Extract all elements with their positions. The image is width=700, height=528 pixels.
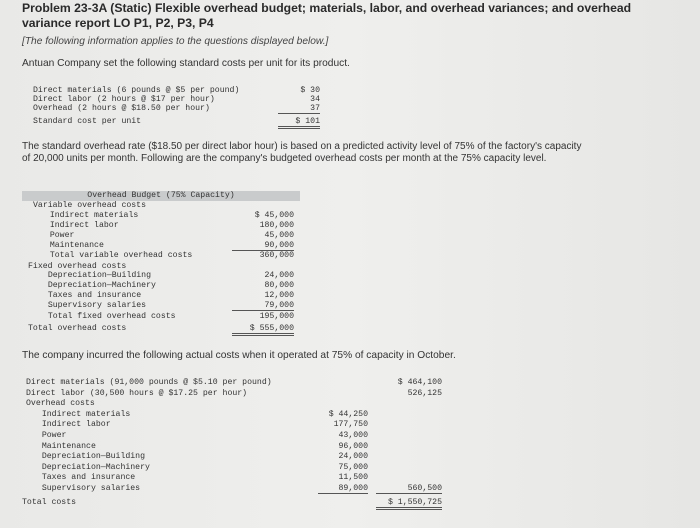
budget-row-label: Power bbox=[40, 231, 75, 240]
actual-cost-total-value: 560,500 bbox=[376, 484, 442, 494]
budget-row-value: 90,000 bbox=[232, 241, 294, 251]
actual-cost-label: Depreciation—Building bbox=[32, 452, 146, 462]
overhead-rate-paragraph: The standard overhead rate ($18.50 per direct labor hour) is based on a predicted activity level of 75% of the factory's capacity of 20,000 units per month. Following are the company's budgeted overhead costs per month at the 75% capacity level. bbox=[22, 141, 582, 164]
actual-cost-total-value: $ 464,100 bbox=[397, 378, 442, 387]
actual-cost-label: Taxes and insurance bbox=[32, 473, 136, 483]
actual-cost-item-value: 177,750 bbox=[333, 420, 368, 430]
budget-row-label: Total overhead costs bbox=[28, 324, 127, 333]
actual-cost-label: Total costs bbox=[22, 497, 77, 507]
actual-cost-item-value: 24,000 bbox=[338, 452, 368, 462]
actual-cost-label: Indirect labor bbox=[32, 420, 111, 430]
budget-row-value: 80,000 bbox=[264, 281, 294, 290]
budget-row-value: 360,000 bbox=[259, 251, 294, 260]
budget-row-label: Depreciation—Machinery bbox=[38, 281, 156, 290]
budget-row-label: Taxes and insurance bbox=[38, 291, 142, 300]
budget-row-value: 79,000 bbox=[232, 301, 294, 311]
budget-row-value: 195,000 bbox=[259, 312, 294, 321]
actual-cost-item-value: 89,000 bbox=[318, 484, 368, 494]
budget-row-value: 24,000 bbox=[264, 271, 294, 280]
budget-row-label: Fixed overhead costs bbox=[28, 262, 127, 271]
actual-cost-label: Overhead costs bbox=[26, 399, 95, 409]
actual-costs-intro: The company incurred the following actual costs when it operated at 75% of capacity in October. bbox=[22, 350, 456, 361]
actual-cost-total-value: $ 1,550,725 bbox=[376, 498, 442, 510]
standard-cost-label: Overhead (2 hours @ $18.50 per hour) bbox=[33, 104, 210, 113]
budget-row-value: $ 45,000 bbox=[254, 211, 294, 220]
standard-costs-intro: Antuan Company set the following standard costs per unit for its product. bbox=[22, 58, 350, 69]
actual-cost-item-value: 75,000 bbox=[338, 462, 368, 472]
standard-cost-value: $ 30 bbox=[300, 86, 320, 95]
standard-cost-value: 37 bbox=[278, 104, 320, 114]
actual-cost-label: Direct labor (30,500 hours @ $17.25 per hour) bbox=[26, 388, 248, 398]
context-note: [The following information applies to the questions displayed below.] bbox=[22, 36, 329, 47]
budget-row-label: Indirect labor bbox=[40, 221, 119, 230]
actual-cost-label: Direct materials (91,000 pounds @ $5.10 per pound) bbox=[26, 378, 272, 387]
budget-row-label: Indirect materials bbox=[40, 211, 139, 220]
budget-row-label: Supervisory salaries bbox=[38, 301, 147, 310]
standard-cost-value: 34 bbox=[310, 95, 320, 104]
problem-title: Problem 23-3A (Static) Flexible overhead budget; materials, labor, and overhead variances; and overhead variance report LO P1, P2, P3, P4 bbox=[22, 1, 632, 30]
actual-cost-item-value: 43,000 bbox=[338, 431, 368, 440]
standard-cost-value: $ 101 bbox=[278, 117, 320, 129]
budget-row-label: Maintenance bbox=[40, 241, 104, 250]
actual-cost-item-value: 11,500 bbox=[338, 473, 368, 483]
standard-cost-label: Standard cost per unit bbox=[33, 117, 142, 126]
budget-row-value: 45,000 bbox=[264, 231, 294, 240]
budget-row-label: Variable overhead costs bbox=[33, 201, 147, 210]
budget-row-value: $ 555,000 bbox=[232, 324, 294, 336]
actual-cost-item-value: 96,000 bbox=[338, 441, 368, 451]
budget-row-label: Depreciation—Building bbox=[38, 271, 152, 280]
actual-cost-total-value: 526,125 bbox=[407, 388, 442, 398]
overhead-budget-header: Overhead Budget (75% Capacity) bbox=[22, 191, 300, 201]
actual-cost-label: Indirect materials bbox=[32, 409, 131, 419]
actual-cost-item-value: $ 44,250 bbox=[328, 409, 368, 419]
budget-row-value: 12,000 bbox=[264, 291, 294, 300]
actual-cost-label: Depreciation—Machinery bbox=[32, 462, 150, 472]
actual-cost-label: Power bbox=[32, 431, 67, 440]
actual-cost-label: Supervisory salaries bbox=[32, 484, 141, 493]
budget-row-label: Total fixed overhead costs bbox=[38, 312, 176, 321]
standard-cost-label: Direct labor (2 hours @ $17 per hour) bbox=[33, 95, 215, 104]
standard-cost-label: Direct materials (6 pounds @ $5 per pound) bbox=[33, 86, 240, 95]
actual-cost-label: Maintenance bbox=[32, 441, 96, 451]
budget-row-label: Total variable overhead costs bbox=[40, 251, 193, 260]
budget-row-value: 180,000 bbox=[259, 221, 294, 230]
